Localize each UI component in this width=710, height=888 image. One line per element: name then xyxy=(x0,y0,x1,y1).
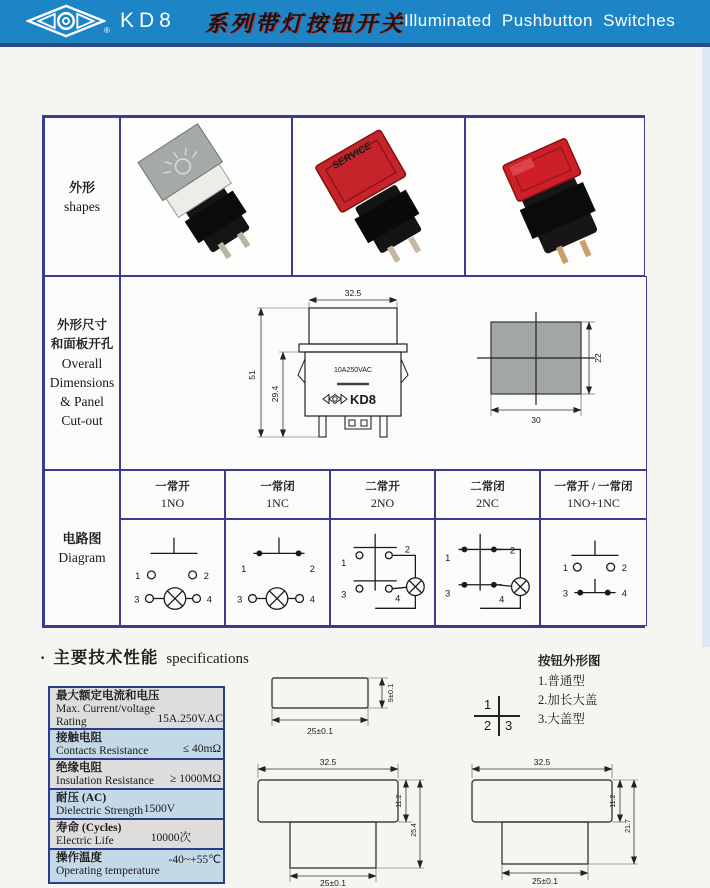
cutout-width: 30 xyxy=(531,415,541,425)
photo-cell-1 xyxy=(120,117,292,276)
dwga-w: 25±0.1 xyxy=(307,726,333,736)
t2: 2 xyxy=(309,564,315,575)
spec-rating-value: 15A.250V.AC xyxy=(157,713,223,725)
circuit-cell-1no1nc xyxy=(540,519,647,626)
spec-life-value: 10000次 xyxy=(150,832,191,844)
col-header-1no xyxy=(120,470,225,519)
spec-rating-en: Max. Current/voltage xyxy=(56,703,156,715)
col-1no-en: 1NO xyxy=(160,495,185,510)
brand-diamond-eye-logo xyxy=(26,4,106,38)
spec-row-dielectric xyxy=(50,790,223,820)
col-header-1no1nc xyxy=(540,470,647,519)
spec-rating-cn: 最大额定电流和电压 xyxy=(56,690,160,702)
panel-cutout-drawing xyxy=(473,310,608,435)
specs-heading xyxy=(40,644,249,668)
page-title-en: Illuminated Pushbutton Switches xyxy=(404,11,676,30)
shapes-label-en: shapes xyxy=(64,198,100,214)
t1: 1 xyxy=(445,553,451,564)
spec-life-en: Electric Life xyxy=(56,835,114,847)
dims-drawing-cell xyxy=(120,276,647,470)
spec-insulation-value: ≥ 1000MΩ xyxy=(170,773,221,785)
dims-row-label xyxy=(44,276,120,470)
col-header-1nc xyxy=(225,470,330,519)
button-drawing-type1 xyxy=(256,668,421,746)
specs-table xyxy=(48,686,225,884)
circuit-cell-2no xyxy=(330,519,435,626)
cover-type-matrix xyxy=(474,696,520,736)
col-2no-en: 2NO xyxy=(370,495,395,510)
dims-label-en1: Overall xyxy=(61,356,103,371)
t3: 3 xyxy=(445,588,451,599)
t4: 4 xyxy=(621,588,628,599)
col-header-2nc xyxy=(435,470,540,519)
spec-row-insulation xyxy=(50,760,223,790)
diagram-label-en: Diagram xyxy=(58,550,106,565)
dwgb-base: 25±0.1 xyxy=(320,878,346,888)
t3: 3 xyxy=(341,589,347,600)
col-1nc-en: 1NC xyxy=(266,495,289,510)
body-logo-text: KD8 xyxy=(350,392,377,407)
col-1no1nc-cn: 一常开 / 一常闭 xyxy=(554,480,633,493)
scan-edge xyxy=(702,47,710,647)
button-drawing-type2 xyxy=(248,756,433,888)
spec-rating-en2: Rating xyxy=(56,716,87,728)
spec-temp-cn: 操作温度 xyxy=(56,852,102,864)
model-name: KD8 xyxy=(120,9,176,32)
photo-gray-button xyxy=(121,118,291,275)
t3: 3 xyxy=(134,594,140,605)
col-header-2no xyxy=(330,470,435,519)
registered-mark: ® xyxy=(104,26,110,35)
dwgb-cap: 11.2 xyxy=(396,794,403,808)
dim-height-total: 51 xyxy=(247,370,257,380)
product-table xyxy=(42,115,645,628)
dwga-h: 9±0.1 xyxy=(386,683,395,703)
circuit-1no xyxy=(121,520,224,625)
t2: 2 xyxy=(203,570,209,581)
t2: 2 xyxy=(509,545,516,556)
t3: 3 xyxy=(562,588,569,599)
spec-dielectric-value: 1500V xyxy=(143,803,175,815)
spec-insulation-cn: 绝缘电阻 xyxy=(56,762,102,774)
dwgc-base: 25±0.1 xyxy=(532,876,558,886)
t3: 3 xyxy=(237,594,243,605)
spec-row-rating xyxy=(50,688,223,730)
specs-heading-cn: 主要技术性能 xyxy=(53,648,159,667)
shapes-row-label xyxy=(44,117,120,276)
col-1no-cn: 一常开 xyxy=(155,480,190,493)
spec-row-temperature xyxy=(50,850,223,882)
diagram-row-label xyxy=(44,470,120,626)
circuit-2no xyxy=(331,520,434,625)
t4: 4 xyxy=(395,593,401,604)
dims-label-cn2: 和面板开孔 xyxy=(50,337,114,351)
note-item-3: 3.大盖型 xyxy=(538,712,585,726)
service-label: SERVICE xyxy=(330,140,374,172)
spec-insulation-en: Insulation Resistance xyxy=(56,775,155,787)
note-item-2: 2.加长大盖 xyxy=(538,693,598,707)
specs-bullet: · xyxy=(40,650,46,667)
matrix-3: 3 xyxy=(505,718,513,733)
header-divider xyxy=(0,43,710,47)
spec-row-contact-resistance xyxy=(50,730,223,760)
spec-life-cn: 寿命 (Cycles) xyxy=(56,822,122,834)
spec-dielectric-en: Dielectric Strength xyxy=(56,805,144,817)
dwgc-cap: 11.2 xyxy=(610,794,617,808)
page-title-cn: 系列带灯按钮开关 xyxy=(205,11,406,36)
matrix-hline xyxy=(474,715,520,717)
circuit-2nc xyxy=(436,520,539,625)
dims-label-en3: & Panel xyxy=(60,394,104,409)
col-2nc-cn: 二常闭 xyxy=(470,480,505,493)
photo-red-service-button xyxy=(293,118,464,275)
matrix-1: 1 xyxy=(484,697,492,712)
t1: 1 xyxy=(135,570,141,581)
t4: 4 xyxy=(499,594,505,605)
dim-height-body: 29.4 xyxy=(270,385,280,403)
col-1no1nc-en: 1NO+1NC xyxy=(567,495,620,510)
dwgb-top: 32.5 xyxy=(319,757,337,767)
photo-cell-2 xyxy=(292,117,465,276)
dims-label-en4: Cut-out xyxy=(61,413,103,428)
photo-red-lens-button xyxy=(466,118,644,275)
spec-dielectric-cn: 耐压 (AC) xyxy=(56,792,107,804)
photo-cell-3 xyxy=(465,117,645,276)
t1: 1 xyxy=(241,564,247,575)
dwgc-total: 21.7 xyxy=(625,819,632,833)
spec-row-life xyxy=(50,820,223,850)
circuit-cell-1nc xyxy=(225,519,330,626)
t4: 4 xyxy=(206,594,212,605)
t2: 2 xyxy=(621,563,628,574)
dim-width: 32.5 xyxy=(344,288,362,298)
dwgc-top: 32.5 xyxy=(533,757,551,767)
spec-temp-en: Operating temperature xyxy=(56,865,160,877)
switch-dimension-drawing xyxy=(245,287,430,459)
notes-title: 按钮外形图 xyxy=(538,654,601,668)
specs-heading-en: specifications xyxy=(166,651,249,667)
circuit-1no1nc xyxy=(541,520,646,625)
circuit-cell-2nc xyxy=(435,519,540,626)
col-2no-cn: 二常开 xyxy=(365,480,400,493)
t2: 2 xyxy=(404,544,411,555)
col-1nc-cn: 一常闭 xyxy=(260,480,295,493)
col-2nc-en: 2NC xyxy=(476,495,499,510)
spec-temp-value: -40~+55℃ xyxy=(168,854,221,866)
spec-contact-cn: 接触电阻 xyxy=(56,732,102,744)
spec-contact-value: ≤ 40mΩ xyxy=(182,743,221,755)
circuit-cell-1no xyxy=(120,519,225,626)
diagram-label-cn: 电路图 xyxy=(62,531,102,546)
spec-contact-en: Contacts Resistance xyxy=(56,745,149,757)
matrix-2: 2 xyxy=(484,718,492,733)
t1: 1 xyxy=(562,563,569,574)
dims-label-cn1: 外形尺寸 xyxy=(56,318,107,332)
cover-type-notes xyxy=(538,652,601,729)
dwgb-total: 25.4 xyxy=(411,823,418,837)
circuit-1nc xyxy=(226,520,329,625)
cutout-height: 22 xyxy=(593,353,603,363)
body-marking: 10A250VAC xyxy=(333,367,373,374)
button-drawing-type3 xyxy=(464,756,649,888)
t4: 4 xyxy=(309,594,315,605)
dims-label-en2: Dimensions xyxy=(49,375,115,390)
t1: 1 xyxy=(341,558,347,569)
shapes-label-cn: 外形 xyxy=(68,179,95,195)
note-item-1: 1.普通型 xyxy=(538,674,585,688)
